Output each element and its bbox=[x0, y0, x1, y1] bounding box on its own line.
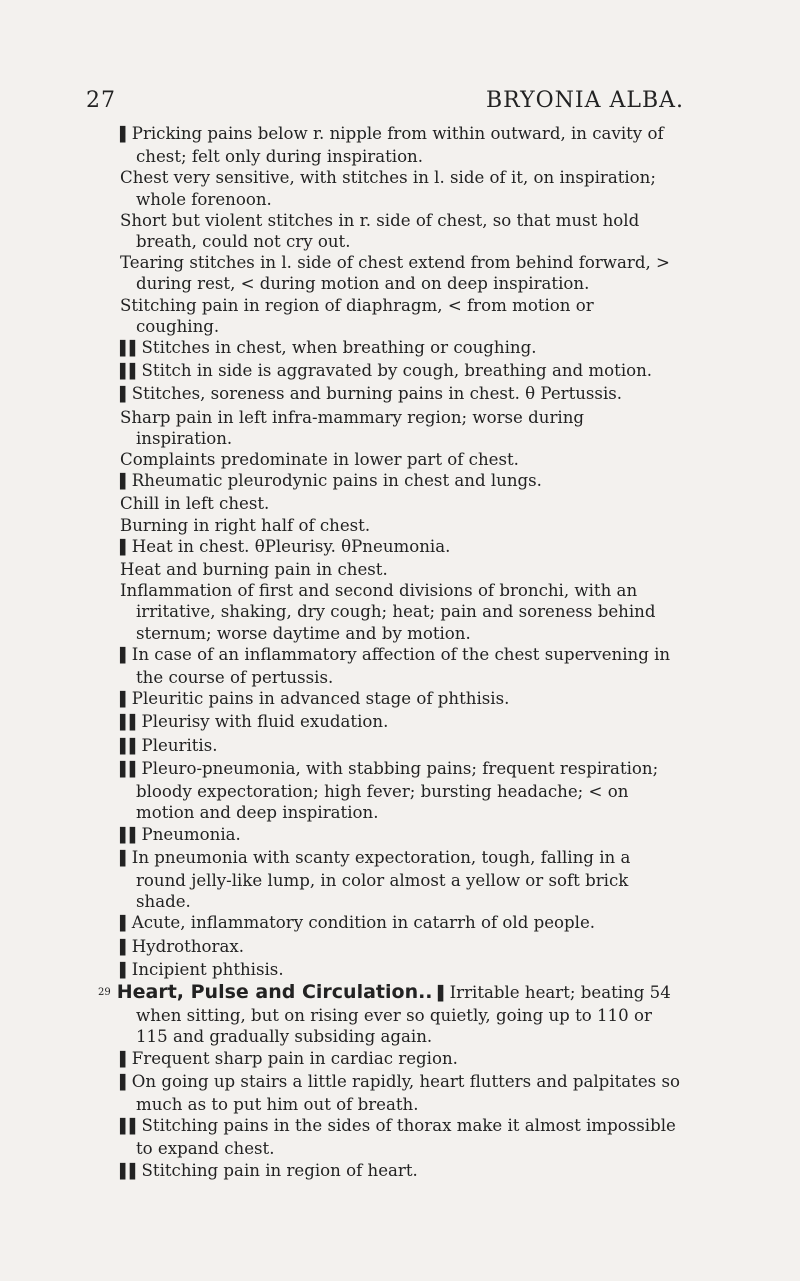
emphasis-mark: ▌ bbox=[120, 387, 130, 404]
entry-text: Stitch in side is aggravated by cough, breathing and motion. bbox=[141, 361, 653, 381]
symptom-entry bbox=[120, 337, 680, 360]
emphasis-mark: ▌ bbox=[437, 985, 448, 1002]
symptom-list bbox=[120, 123, 680, 982]
entry-text: Complaints predominate in lower part of chest. bbox=[120, 450, 519, 470]
entry-text: Hydrothorax. bbox=[131, 936, 244, 956]
symptom-entry bbox=[120, 735, 680, 758]
symptom-entry bbox=[120, 1115, 680, 1159]
symptom-entry bbox=[120, 360, 680, 383]
section-heading: Heart, Pulse and Circulation.. bbox=[116, 980, 433, 1003]
entry-text: Pleuro-pneumonia, with stabbing pains; frequent respiration; bloody expectoration; high fever; bursting headache; < on motion and deep inspiration. bbox=[136, 758, 659, 823]
section-number: 29 bbox=[98, 986, 111, 998]
emphasis-mark: ▌▌ bbox=[120, 341, 140, 358]
symptom-entry bbox=[120, 252, 680, 294]
emphasis-mark: ▌ bbox=[120, 474, 130, 491]
emphasis-mark: ▌▌ bbox=[120, 715, 140, 732]
symptom-entry bbox=[120, 580, 680, 644]
entry-text: In pneumonia with scanty expectoration, tough, falling in a round jelly-like lump, in color almost a yellow or soft brick shade. bbox=[131, 847, 631, 912]
symptom-entry bbox=[120, 912, 680, 935]
emphasis-mark: ▌▌ bbox=[120, 827, 140, 844]
entry-text: Stitching pain in region of heart. bbox=[141, 1160, 418, 1180]
symptom-entry bbox=[120, 295, 680, 337]
emphasis-mark: ▌ bbox=[120, 962, 130, 979]
entry-text: Chill in left chest. bbox=[120, 494, 270, 514]
symptom-entry bbox=[120, 210, 680, 252]
section-symptom-list bbox=[120, 1048, 680, 1183]
emphasis-mark: ▌ bbox=[120, 127, 130, 143]
entry-text: Burning in right half of chest. bbox=[120, 515, 371, 535]
symptom-entry bbox=[120, 847, 680, 913]
emphasis-mark: ▌ bbox=[120, 1051, 130, 1068]
symptom-entry bbox=[120, 407, 680, 449]
entry-text: Pricking pains below r. nipple from within outward, in cavity of chest; felt only during inspiration. bbox=[131, 124, 664, 167]
emphasis-mark: ▌▌ bbox=[120, 1163, 140, 1180]
symptom-entry bbox=[120, 470, 680, 493]
symptom-entry bbox=[120, 1160, 680, 1183]
entry-text: Stitches in chest, when breathing or coughing. bbox=[141, 338, 537, 358]
symptom-entry bbox=[120, 959, 680, 982]
symptom-entry bbox=[120, 1071, 680, 1115]
symptom-entry bbox=[120, 515, 680, 536]
entry-text: Pleuritic pains in advanced stage of phthisis. bbox=[131, 689, 510, 709]
entry-text: Pleurisy with fluid exudation. bbox=[141, 712, 389, 732]
entry-text: Incipient phthisis. bbox=[131, 959, 284, 979]
entry-text: Inflammation of first and second divisions of bronchi, with an irritative, shaking, dry cough; heat; pain and soreness behind sternum; worse daytime and by motion. bbox=[120, 581, 656, 643]
emphasis-mark: ▌ bbox=[120, 539, 130, 556]
symptom-entry bbox=[120, 493, 680, 514]
entry-text: Short but violent stitches in r. side of chest, so that must hold breath, could not cry out. bbox=[120, 210, 640, 252]
entry-text: Pneumonia. bbox=[141, 824, 241, 844]
emphasis-mark: ▌ bbox=[120, 850, 130, 867]
entry-text: Frequent sharp pain in cardiac region. bbox=[131, 1048, 458, 1068]
entry-text: Stitching pain in region of diaphragm, < from motion or coughing. bbox=[120, 295, 594, 336]
entry-text: Stitching pains in the sides of thorax make it almost impossible to expand chest. bbox=[136, 1116, 676, 1159]
emphasis-mark: ▌ bbox=[120, 939, 130, 956]
emphasis-mark: ▌ bbox=[120, 692, 130, 709]
symptom-entry bbox=[120, 824, 680, 847]
symptom-entry bbox=[120, 758, 680, 824]
body-text bbox=[98, 123, 680, 1183]
emphasis-mark: ▌ bbox=[120, 1074, 130, 1091]
entry-text: Heat and burning pain in chest. bbox=[120, 560, 388, 580]
symptom-entry bbox=[120, 559, 680, 580]
entry-text: Stitches, soreness and burning pains in chest. θ Pertussis. bbox=[131, 384, 623, 404]
symptom-entry bbox=[120, 383, 680, 406]
symptom-entry bbox=[120, 123, 680, 167]
entry-text: Tearing stitches in l. side of chest extend from behind forward, > during rest, < during motion and on deep inspiration. bbox=[120, 253, 670, 294]
emphasis-mark: ▌▌ bbox=[120, 1119, 140, 1136]
entry-text: Irritable heart; beating 54 when sitting, but on rising ever so quietly, going up to 110 or 115 and gradually subsiding again. bbox=[136, 982, 671, 1047]
entry-text: Chest very sensitive, with stitches in l. side of it, on inspiration; whole forenoon. bbox=[120, 168, 656, 209]
entry-text: Pleuritis. bbox=[141, 735, 218, 755]
symptom-entry bbox=[120, 644, 680, 688]
emphasis-mark: ▌▌ bbox=[120, 761, 140, 778]
emphasis-mark: ▌▌ bbox=[120, 364, 140, 381]
entry-text: In case of an inflammatory affection of the chest supervening in the course of pertussis. bbox=[131, 644, 671, 688]
running-title: BRYONIA ALBA. bbox=[486, 88, 684, 113]
symptom-entry bbox=[120, 936, 680, 959]
symptom-entry bbox=[120, 536, 680, 559]
section-entry bbox=[98, 982, 680, 1048]
emphasis-mark: ▌ bbox=[120, 647, 130, 664]
entry-text: Rheumatic pleurodynic pains in chest and lungs. bbox=[131, 471, 542, 491]
entry-text: On going up stairs a little rapidly, heart flutters and palpitates so much as to put him out of breath. bbox=[131, 1071, 680, 1114]
symptom-entry bbox=[120, 449, 680, 470]
emphasis-mark: ▌ bbox=[120, 916, 130, 933]
symptom-entry bbox=[120, 1048, 680, 1071]
emphasis-mark: ▌▌ bbox=[120, 738, 140, 755]
page-number: 27 bbox=[86, 88, 116, 113]
page-header bbox=[86, 88, 684, 113]
entry-text: Acute, inflammatory condition in catarrh of old people. bbox=[131, 913, 596, 933]
symptom-entry bbox=[120, 167, 680, 209]
symptom-entry bbox=[120, 711, 680, 734]
entry-text: Heat in chest. θPleurisy. θPneumonia. bbox=[131, 536, 451, 556]
symptom-entry bbox=[120, 688, 680, 711]
entry-text: Sharp pain in left infra-mammary region; worse during inspiration. bbox=[120, 407, 585, 448]
